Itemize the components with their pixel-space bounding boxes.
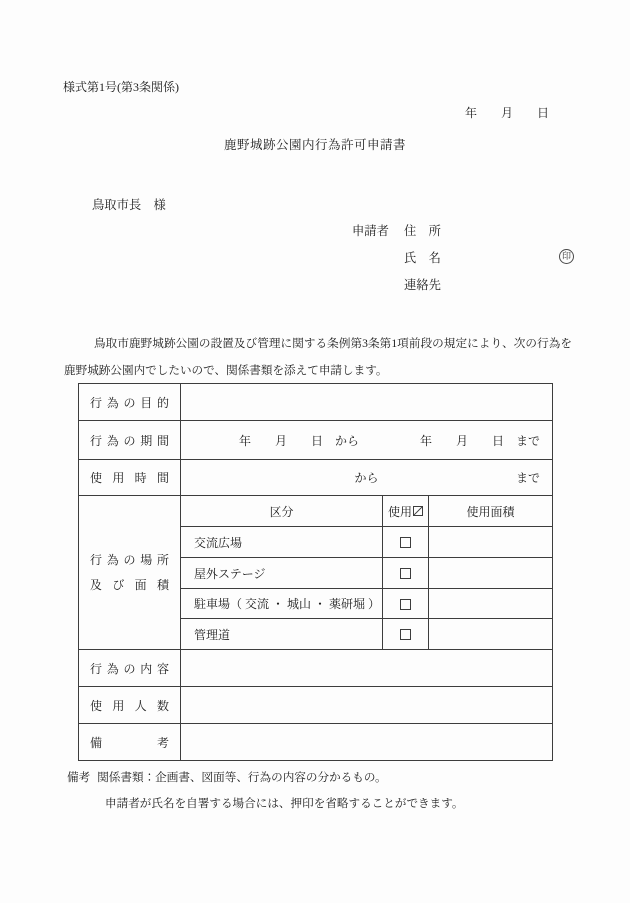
use-checkbox-cell — [383, 527, 429, 558]
contact-label: 連絡先 — [404, 278, 441, 292]
use-checkbox-cell — [383, 589, 429, 619]
time-to-label: まで — [516, 471, 541, 485]
area-value-cell — [429, 558, 553, 589]
use-checkbox-cell — [383, 558, 429, 589]
period-from-label: 年 月 日 から — [239, 433, 360, 448]
purpose-label: 行 為 の 目 的 — [79, 384, 181, 421]
use-checkbox[interactable] — [400, 629, 411, 640]
table-row — [79, 687, 553, 724]
form-number: 様式第1号(第3条関係) — [63, 80, 179, 94]
table-row — [79, 496, 553, 527]
time-from-label: から — [354, 471, 379, 485]
place-area-label: 行 為 の 場 所 及 び 面 積 — [79, 496, 181, 650]
application-table — [78, 383, 553, 761]
applicant-label: 申請者 — [352, 224, 389, 238]
content-value-cell — [181, 650, 553, 687]
applicant-contact-row — [352, 275, 441, 302]
applicant-address-row — [352, 221, 441, 248]
place-name: 交流広場 — [181, 527, 383, 558]
body-paragraph: 鳥取市鹿野城跡公園の設置及び管理に関する条例第3条第1項前段の規定により、次の行為を鹿野城跡公園内でしたいので、関係書類を添えて申請します。 — [64, 337, 572, 377]
area-value-cell — [429, 527, 553, 558]
place-name: 管理道 — [181, 619, 383, 650]
people-label: 使 用 人 数 — [79, 687, 181, 724]
period-label: 行 為 の 期 間 — [79, 421, 181, 460]
remarks-value-cell — [181, 724, 553, 761]
addressee: 鳥取市長 様 — [92, 198, 166, 212]
footnote-label: 備考 — [67, 771, 91, 784]
footnote-2: 申請者が氏名を自署する場合には、押印を省略することができます。 — [105, 797, 464, 810]
column-header-use: 使用 — [383, 496, 429, 527]
period-value-cell — [181, 421, 553, 460]
period-to-label: 年 月 日 まで — [420, 433, 541, 448]
checked-checkbox-icon — [413, 506, 423, 516]
date-line: 年 月 日 — [464, 106, 549, 120]
remarks-label: 備 考 — [79, 724, 181, 761]
table-row — [79, 421, 553, 460]
people-value-cell — [181, 687, 553, 724]
footnote-1-text: 関係書類：企画書、図面等、行為の内容の分かるもの。 — [97, 771, 387, 784]
applicant-block — [352, 221, 441, 302]
use-checkbox[interactable] — [400, 599, 411, 610]
name-label: 氏 名 — [404, 251, 441, 265]
column-header-area: 使用面積 — [429, 496, 553, 527]
table-row — [79, 460, 553, 496]
use-checkbox[interactable] — [400, 568, 411, 579]
footnote-1 — [67, 769, 387, 785]
table-row — [79, 724, 553, 761]
page-title: 鹿野城跡公園内行為許可申請書 — [223, 138, 406, 152]
column-header-category: 区分 — [181, 496, 383, 527]
use-checkbox[interactable] — [400, 537, 411, 548]
use-checkbox-cell — [383, 619, 429, 650]
seal-mark-icon: 印 — [559, 249, 574, 264]
address-label: 住 所 — [404, 224, 441, 238]
place-name: 駐車場（ 交流 ・ 城山 ・ 薬研堀 ） — [181, 589, 383, 619]
time-value-cell — [181, 460, 553, 496]
table-row — [79, 650, 553, 687]
area-value-cell — [429, 619, 553, 650]
table-row — [79, 384, 553, 421]
place-name: 屋外ステージ — [181, 558, 383, 589]
purpose-value-cell — [181, 384, 553, 421]
applicant-name-row — [352, 248, 441, 275]
area-value-cell — [429, 589, 553, 619]
time-label: 使 用 時 間 — [79, 460, 181, 496]
content-label: 行 為 の 内 容 — [79, 650, 181, 687]
